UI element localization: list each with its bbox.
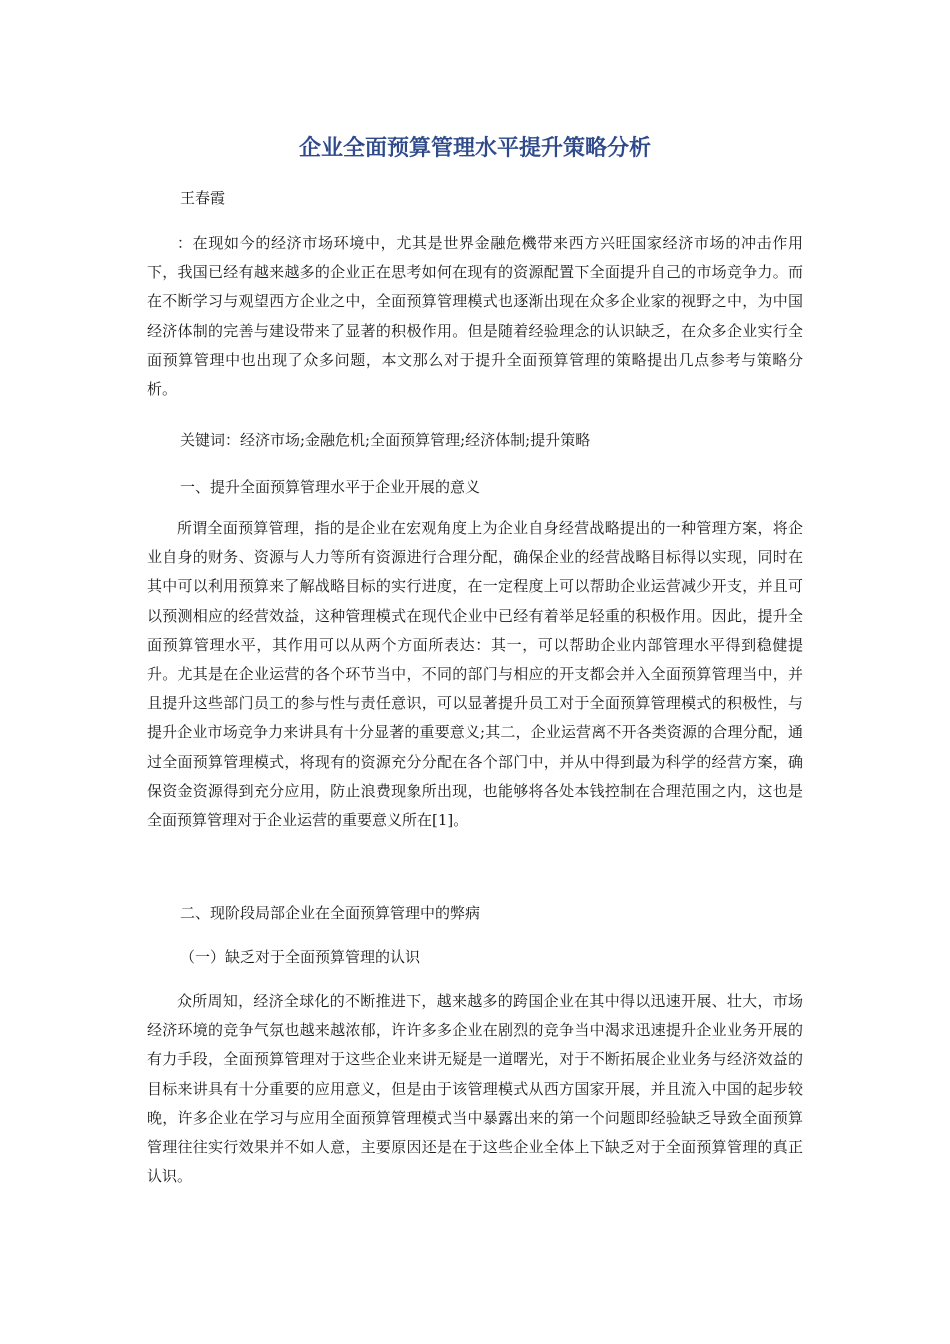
subsection-1-paragraph: 众所周知，经济全球化的不断推进下，越来越多的跨国企业在其中得以迅速开展、壮大，市场经济环境的竞争气氛也越来越浓郁，许许多多企业在剧烈的竞争当中渴求迅速提升企业业务开展的有力手段，全面预算管理对于这些企业来讲无疑是一道曙光，对于不断拓展企业业务与经济效益的目标来讲具有十分重要的应用意义，但是由于该管理模式从西方国家开展，并且流入中国的起步较晚，许多企业在学习与应用全面预算管理模式当中暴露出来的第一个问题即经验缺乏导致全面预算管理往往实行效果并不如人意，主要原因还是在于这些企业全体上下缺乏对于全面预算管理的真正认识。: [147, 992, 803, 1186]
document-title: 企业全面预算管理水平提升策略分析: [298, 136, 651, 161]
section-1-paragraph: 所谓全面预算管理，指的是企业在宏观角度上为企业自身经营战略提出的一种管理方案，将企业自身的财务、资源与人力等所有资源进行合理分配，确保企业的经营战略目标得以实现，同时在其中可以利用预算来了解战略目标的实行进度，在一定程度上可以帮助企业运营减少开支，并且可以预测相应的经营效益，这种管理模式在现代企业中已经有着举足轻重的积极作用。因此，提升全面预算管理水平，其作用可以从两个方面所表达：其一，可以帮助企业内部管理水平得到稳健提升。尤其是在企业运营的各个环节当中，不同的部门与相应的开支都会并入全面预算管理当中，并且提升这些部门员工的参与性与责任意识，可以显著提升员工对于全面预算管理模式的积极性，与提升企业市场竞争力来讲具有十分显著的重要意义;其二，企业运营离不开各类资源的合理分配，通过全面预算管理模式，将现有的资源充分分配在各个部门中，并从中得到最为科学的经营方案，确保资金资源得到充分应用，防止浪费现象所出现，也能够将各处本钱控制在合理范围之内，这也是全面预算管理对于企业运营的重要意义所在[1]。: [147, 519, 803, 830]
section-heading-1: 一、提升全面预算管理水平于企业开展的意义: [180, 478, 481, 496]
author-name: 王春霞: [180, 189, 226, 207]
subsection-heading-1: （一）缺乏对于全面预算管理的认识: [180, 948, 421, 966]
abstract-paragraph: ：在现如今的经济市场环境中，尤其是世界金融危機带来西方兴旺国家经济市场的冲击作用下，我国已经有越来越多的企业正在思考如何在现有的资源配置下全面提升自己的市场竞争力。而在不断学习与观望西方企业之中，全面预算管理模式也逐渐出现在众多企业家的视野之中，为中国经济体制的完善与建设带来了显著的积极作用。但是随着经验理念的认识缺乏，在众多企业实行全面预算管理中也出现了众多问题，本文那么对于提升全面预算管理的策略提出几点参考与策略分析。: [147, 234, 803, 399]
section-heading-2: 二、现阶段局部企业在全面预算管理中的弊病: [180, 904, 481, 922]
keywords-line: 关键词：经济市场;金融危机;全面预算管理;经济体制;提升策略: [180, 431, 591, 449]
